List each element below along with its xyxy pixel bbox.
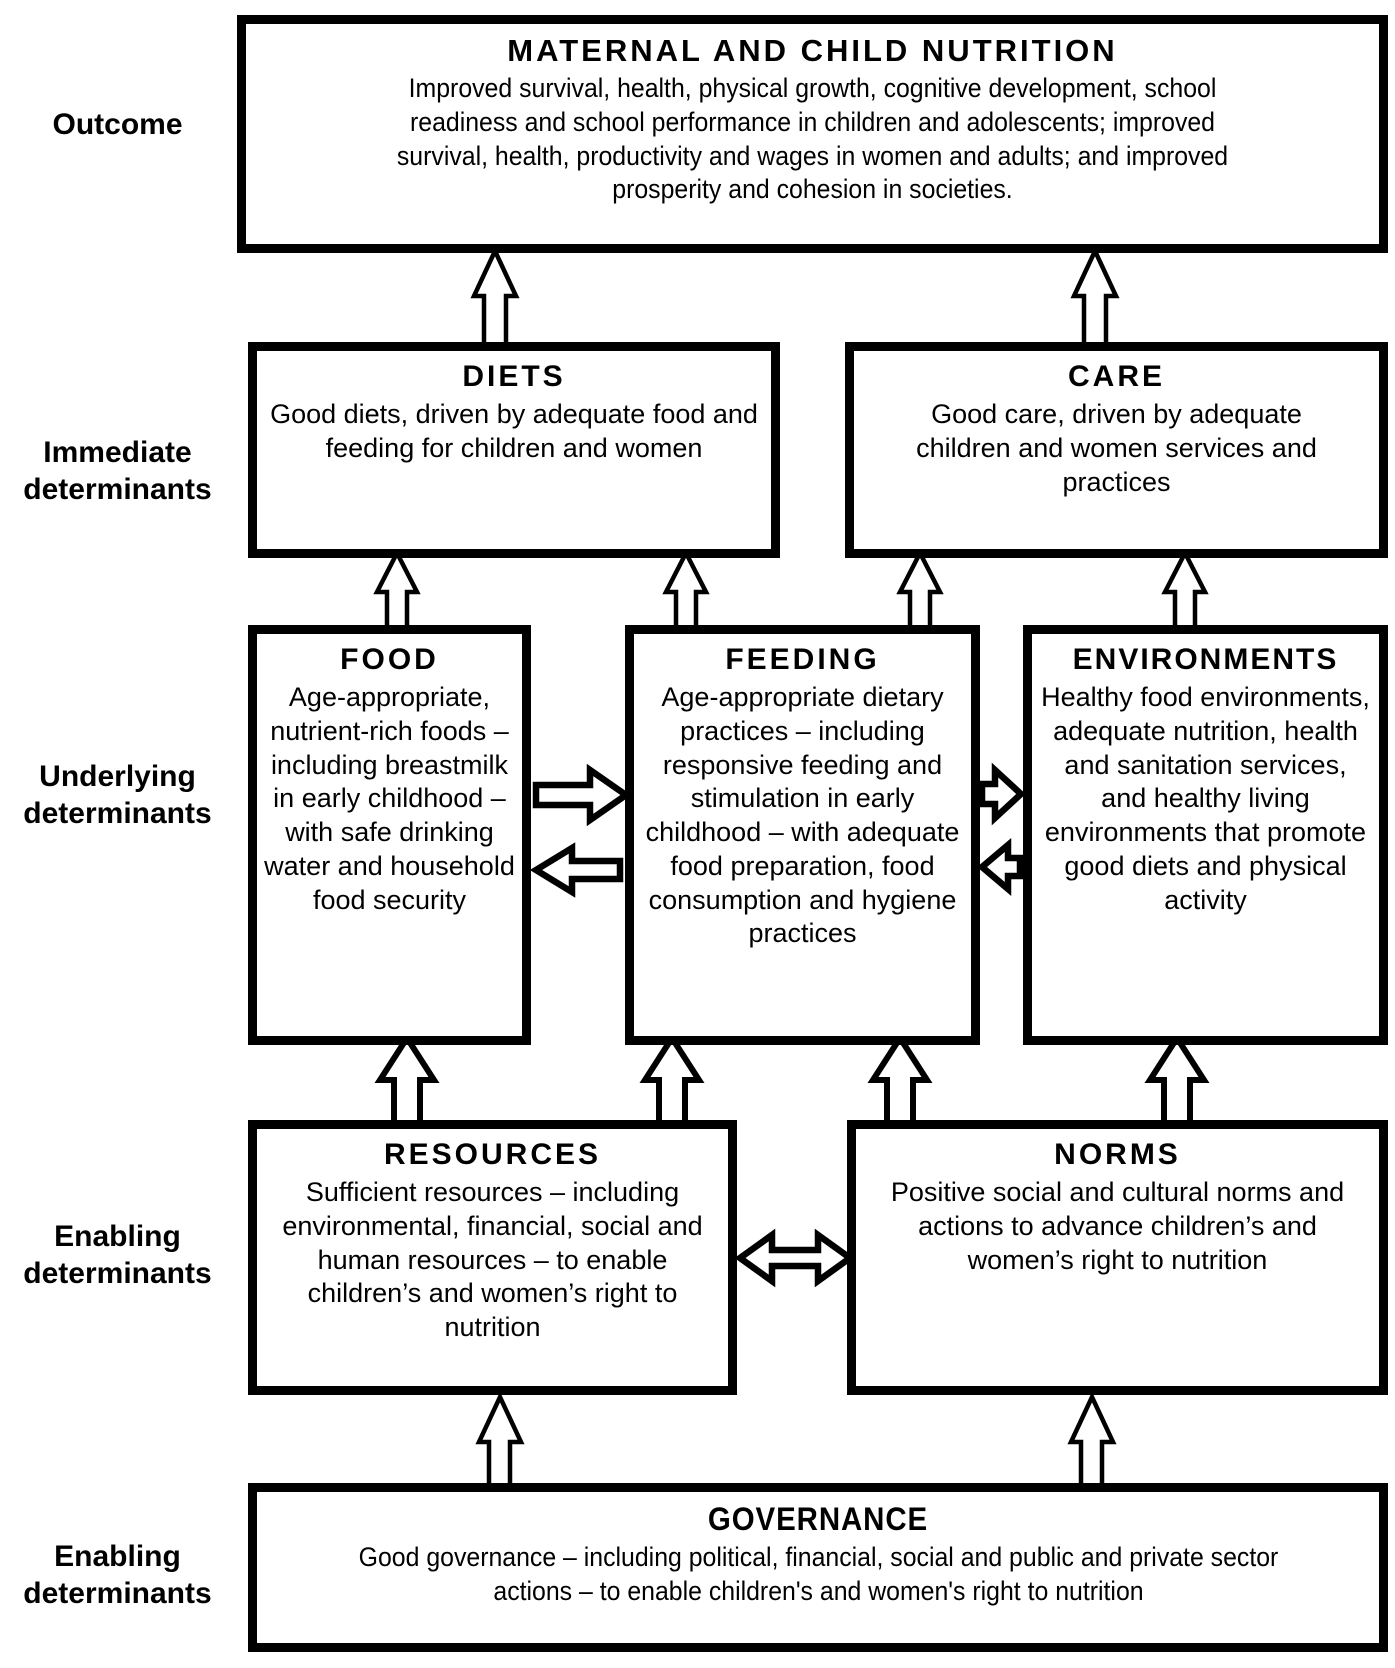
food-box-body: Age-appropriate, nutrient-rich foods – including breastmilk in early childhood – with safe drinking water and household food security — [264, 682, 515, 915]
feeding-box-body: Age-appropriate dietary practices – including responsive feeding and stimulation in early childhood – with adequate food preparation, food consumption and hygiene practices — [645, 682, 960, 949]
governance-box — [248, 1483, 1388, 1652]
food-box — [248, 625, 531, 1045]
resources-box-title: RESOURCES — [383, 1138, 602, 1171]
food-box-title: FOOD — [340, 643, 439, 676]
up-arrow-icon-resources-to-food — [380, 1038, 434, 1124]
feeding-box — [625, 625, 980, 1045]
outcome-box — [237, 15, 1388, 253]
care-box — [845, 342, 1388, 558]
up-arrow-icon-norms-to-environments — [1150, 1038, 1204, 1124]
norms-box — [847, 1120, 1388, 1395]
up-arrow-icon-resources-to-feeding — [645, 1038, 699, 1124]
up-arrow-icon-care-to-outcome — [1074, 251, 1116, 346]
up-arrow-icon-feeding-to-diets — [666, 553, 706, 632]
governance-box-title: GOVERNANCE — [707, 1501, 929, 1537]
row-label-enabling-determinants-2: Enabling determinants — [23, 1540, 212, 1610]
up-arrow-icon-norms-to-feeding — [873, 1038, 927, 1124]
outcome-box-body: Improved survival, health, physical growth, cognitive development, school readiness and school performance in children and adolescents; improved survival, health, productivity and wages in women and adults; and improved prosperity and cohesion in societies. — [396, 73, 1229, 205]
diets-box — [248, 342, 780, 558]
up-arrow-icon-governance-to-norms — [1071, 1397, 1113, 1488]
row-label-enabling-determinants-1: Enabling determinants — [23, 1220, 212, 1290]
row-label-outcome: Outcome — [52, 108, 183, 141]
norms-box-body: Positive social and cultural norms and actions to advance children’s and women’s right to nutrition — [890, 1177, 1345, 1275]
double-arrow-icon-resources-norms — [740, 1235, 850, 1281]
environments-box-title: ENVIRONMENTS — [1072, 643, 1339, 676]
norms-box-title: NORMS — [1054, 1138, 1181, 1171]
resources-box — [248, 1120, 737, 1395]
feeding-box-title: FEEDING — [725, 643, 880, 676]
care-box-title: CARE — [1067, 360, 1165, 393]
up-arrow-icon-food-to-diets — [377, 553, 417, 632]
right-arrow-icon-feeding-to-environments — [982, 770, 1021, 818]
left-arrow-icon-feeding-to-food — [536, 848, 620, 892]
environments-box-body: Healthy food environments, adequate nutrition, health and sanitation services, and healthy living environments that promote good diets and physical activity — [1041, 682, 1370, 915]
diets-box-body: Good diets, driven by adequate food and feeding for children and women — [270, 399, 758, 463]
governance-box-body: Good governance – including political, financial, social and public and private sector actions – to enable children's and women's right to nutrition — [358, 1542, 1278, 1607]
resources-box-body: Sufficient resources – including environmental, financial, social and human resources – to enable children’s and women’s right to nutrition — [282, 1177, 703, 1342]
up-arrow-icon-feeding-to-care — [900, 553, 940, 632]
left-arrow-icon-environments-to-feeding — [982, 845, 1020, 889]
outcome-box-title: MATERNAL AND CHILD NUTRITION — [507, 33, 1118, 68]
up-arrow-icon-environments-to-care — [1165, 553, 1205, 632]
diets-box-title: DIETS — [462, 360, 566, 393]
up-arrow-icon-governance-to-resources — [479, 1397, 521, 1488]
up-arrow-icon-diets-to-outcome — [474, 251, 516, 346]
right-arrow-icon-food-to-feeding — [536, 770, 626, 820]
row-label-underlying-determinants: Underlying determinants — [23, 760, 212, 830]
environments-box — [1023, 625, 1388, 1045]
row-label-immediate-determinants: Immediate determinants — [23, 436, 212, 506]
care-box-body: Good care, driven by adequate children and women services and practices — [916, 399, 1317, 497]
